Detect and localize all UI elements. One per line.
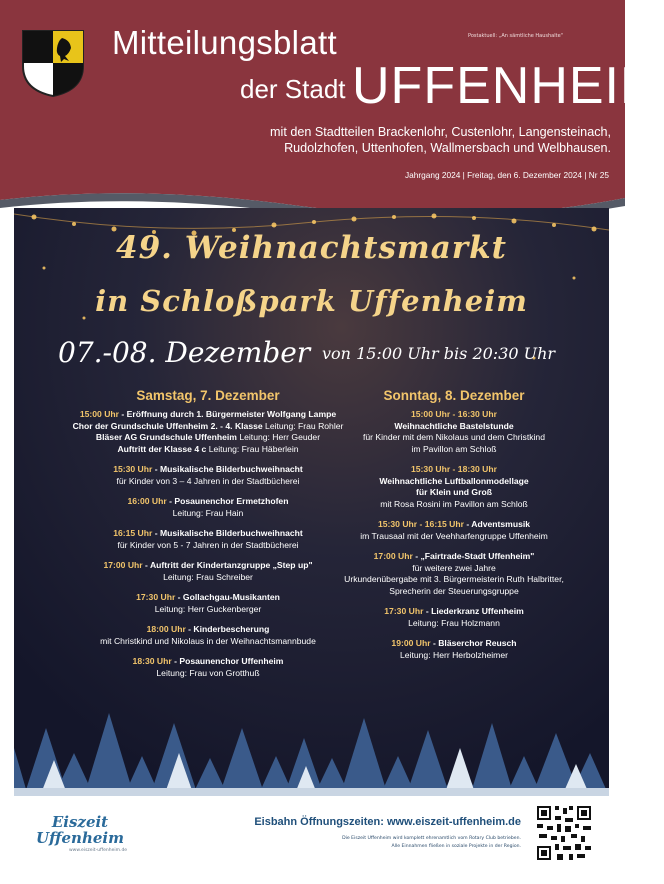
event-line	[58, 409, 358, 421]
event-title: Chor der Grundschule Uffenheim 2. - 4. Klasse	[72, 420, 263, 431]
event-time: 16:15 Uhr	[113, 528, 153, 538]
event-line	[58, 604, 358, 616]
event-title: - Posaunenchor Ermetzhofen	[166, 496, 289, 506]
event-title: - Adventsmusik	[463, 519, 531, 529]
event-title: für Klein und Groß	[416, 487, 492, 497]
schedule-event	[58, 624, 358, 647]
logo-line: Eiszeit	[51, 813, 109, 831]
event-detail: im Trausaal mit der Veehharfengruppe Uffenheim	[360, 530, 548, 541]
event-time: 17:00 Uhr	[373, 551, 413, 561]
event-line	[344, 650, 564, 662]
event-detail: Urkundenübergabe mit 3. Bürgermeisterin Ruth Halbritter,	[344, 574, 564, 584]
schedule-event	[58, 656, 358, 679]
event-title: - Musikalische Bilderbuchweihnacht	[152, 528, 303, 538]
poster-heading: 49. Weihnachtsmarkt	[116, 230, 507, 266]
event-time: 17:00 Uhr	[103, 560, 143, 570]
event-line	[344, 563, 564, 575]
event-title: - Kinderbescherung	[185, 624, 270, 634]
schedule-event	[58, 496, 358, 519]
eisbahn-note: Alle Einnahmen fließen in soziale Projekte in der Region.	[391, 844, 521, 849]
event-line	[344, 551, 564, 563]
event-detail: für Kinder von 3 – 4 Jahren in der Stadtbücherei	[116, 475, 300, 486]
event-detail: für Kinder mit dem Nikolaus und dem Christkind	[363, 432, 545, 442]
event-line	[58, 636, 358, 648]
event-title: Weihnachtliche Bastelstunde	[394, 420, 514, 431]
masthead-city: UFFENHEIM	[352, 57, 664, 115]
event-line	[58, 668, 358, 680]
event-detail: Leitung: Herr Herbolzheimer	[400, 649, 508, 660]
event-time: 17:30 Uhr	[136, 592, 176, 602]
event-detail: Leitung: Frau Schreiber	[163, 571, 253, 582]
sunday-events	[344, 409, 564, 661]
event-line	[58, 592, 358, 604]
event-time: 15:30 Uhr - 18:30 Uhr	[411, 464, 497, 474]
event-line	[58, 560, 358, 572]
event-title: - Musikalische Bilderbuchweihnacht	[152, 464, 303, 474]
event-line	[58, 528, 358, 540]
saturday-events	[58, 409, 358, 679]
masthead	[0, 0, 664, 182]
event-detail: Leitung: Herr Geuder	[236, 432, 321, 442]
qr-code-icon	[535, 804, 593, 862]
event-detail: Leitung: Frau Holzmann	[408, 617, 500, 628]
event-line	[344, 487, 564, 499]
event-line	[344, 574, 564, 586]
event-time: 17:30 Uhr	[384, 606, 424, 616]
event-detail: im Pavillon am Schloß	[411, 443, 497, 454]
poster-dates: 07.-08. Dezember	[58, 336, 311, 369]
event-title: - Auftritt der Kindertanzgruppe „Step up"	[142, 560, 313, 570]
event-time: 15:00 Uhr	[79, 409, 120, 419]
logo-line: Uffenheim	[36, 829, 124, 847]
districts-line: Rudolzhofen, Uttenhofen, Wallmersbach und Welbhausen.	[284, 141, 611, 155]
schedule-event	[58, 464, 358, 487]
event-line	[58, 432, 358, 444]
event-line	[58, 496, 358, 508]
event-line	[344, 638, 564, 650]
logo-url: www.eiszeit-uffenheim.de	[69, 848, 128, 853]
event-time: 18:00 Uhr	[146, 624, 186, 634]
event-line	[58, 572, 358, 584]
event-line	[344, 432, 564, 444]
schedule-event	[344, 551, 564, 597]
event-title: - Liederkranz Uffenheim	[423, 606, 524, 616]
event-detail: Sprecherin der Steuerungsgruppe	[389, 585, 519, 596]
event-line	[58, 508, 358, 520]
sunday-heading: Sonntag, 8. Dezember	[383, 388, 525, 403]
event-line	[344, 618, 564, 630]
sunday-column	[344, 388, 564, 670]
event-line	[58, 656, 358, 668]
schedule-event	[344, 519, 564, 542]
masthead-title: Mitteilungsblatt	[112, 24, 337, 61]
schedule-event	[344, 409, 564, 455]
schedule-event	[58, 560, 358, 583]
event-line	[58, 476, 358, 488]
event-title: Weihnachtliche Luftballonmodellage	[379, 475, 529, 486]
event-detail: mit Christkind und Nikolaus in der Weihnachtsmannbude	[100, 635, 316, 646]
event-line	[344, 464, 564, 476]
event-title: - „Fairtrade-Stadt Uffenheim"	[412, 551, 535, 561]
event-time: 19:00 Uhr	[391, 638, 431, 648]
event-line	[344, 519, 564, 531]
event-detail: mit Rosa Rosini im Pavillon am Schloß	[380, 498, 528, 509]
event-title: - Eröffnung durch 1. Bürgermeister Wolfgang Lampe	[119, 409, 337, 419]
event-line	[344, 444, 564, 456]
districts-line: mit den Stadtteilen Brackenlohr, Custenlohr, Langensteinach,	[270, 125, 611, 139]
poster-times: von 15:00 Uhr bis 20:30 Uhr	[322, 344, 556, 363]
issue-info: Jahrgang 2024 | Freitag, den 6. Dezember 2024 | Nr 25	[404, 170, 609, 180]
postal-note: Postaktuell: „An sämtliche Haushalte"	[468, 33, 563, 39]
event-line	[344, 409, 564, 421]
event-title: - Bläserchor Reusch	[430, 638, 517, 648]
masthead-subtitle: der Stadt	[240, 74, 346, 104]
saturday-column	[58, 388, 358, 688]
poster-subheading: in Schloßpark Uffenheim	[95, 284, 528, 318]
event-detail: für Kinder von 5 - 7 Jahren in der Stadtbücherei	[117, 539, 299, 550]
schedule-event	[344, 606, 564, 629]
event-title: - Gollachgau-Musikanten	[175, 592, 280, 602]
event-detail: Leitung: Frau Häberlein	[206, 443, 299, 454]
event-line	[344, 499, 564, 511]
event-title: - Posaunenchor Uffenheim	[171, 656, 284, 666]
event-detail: für weitere zwei Jahre	[412, 562, 496, 573]
eiszeit-logo	[36, 814, 124, 846]
schedule-event	[344, 638, 564, 661]
saturday-heading: Samstag, 7. Dezember	[136, 388, 280, 403]
event-detail: Leitung: Herr Guckenberger	[154, 603, 262, 614]
eisbahn-hours-link[interactable]: Eisbahn Öffnungszeiten: www.eiszeit-uffenheim.de	[254, 816, 521, 828]
event-time: 18:30 Uhr	[132, 656, 172, 666]
event-time: 15:30 Uhr	[113, 464, 153, 474]
eisbahn-note: Die Eiszeit Uffenheim wird komplett ehrenamtlich vom Rotary Club betrieben.	[342, 836, 521, 841]
event-line	[58, 421, 358, 433]
event-line	[58, 464, 358, 476]
districts-text	[191, 124, 611, 156]
event-time: 15:00 Uhr - 16:30 Uhr	[411, 409, 497, 419]
schedule-event	[58, 409, 358, 455]
event-detail: Leitung: Frau Hain	[172, 507, 244, 518]
event-line	[344, 421, 564, 433]
coat-of-arms-icon	[20, 28, 86, 98]
eisbahn-banner	[14, 796, 609, 868]
schedule-event	[344, 464, 564, 510]
event-title: Auftritt der Klasse 4 c	[117, 443, 207, 454]
event-line	[58, 444, 358, 456]
event-line	[344, 606, 564, 618]
event-detail: Leitung: Frau von Grotthuß	[156, 667, 260, 678]
event-line	[344, 476, 564, 488]
event-line	[58, 540, 358, 552]
christmas-market-poster	[14, 208, 609, 868]
schedule-event	[58, 528, 358, 551]
event-detail: Leitung: Frau Rohler	[262, 420, 344, 431]
event-title: Bläser AG Grundschule Uffenheim	[95, 432, 237, 442]
event-line	[344, 531, 564, 543]
event-time: 15:30 Uhr - 16:15 Uhr	[377, 519, 464, 529]
event-time: 16:00 Uhr	[127, 496, 167, 506]
event-line	[58, 624, 358, 636]
schedule-event	[58, 592, 358, 615]
event-line	[344, 586, 564, 598]
